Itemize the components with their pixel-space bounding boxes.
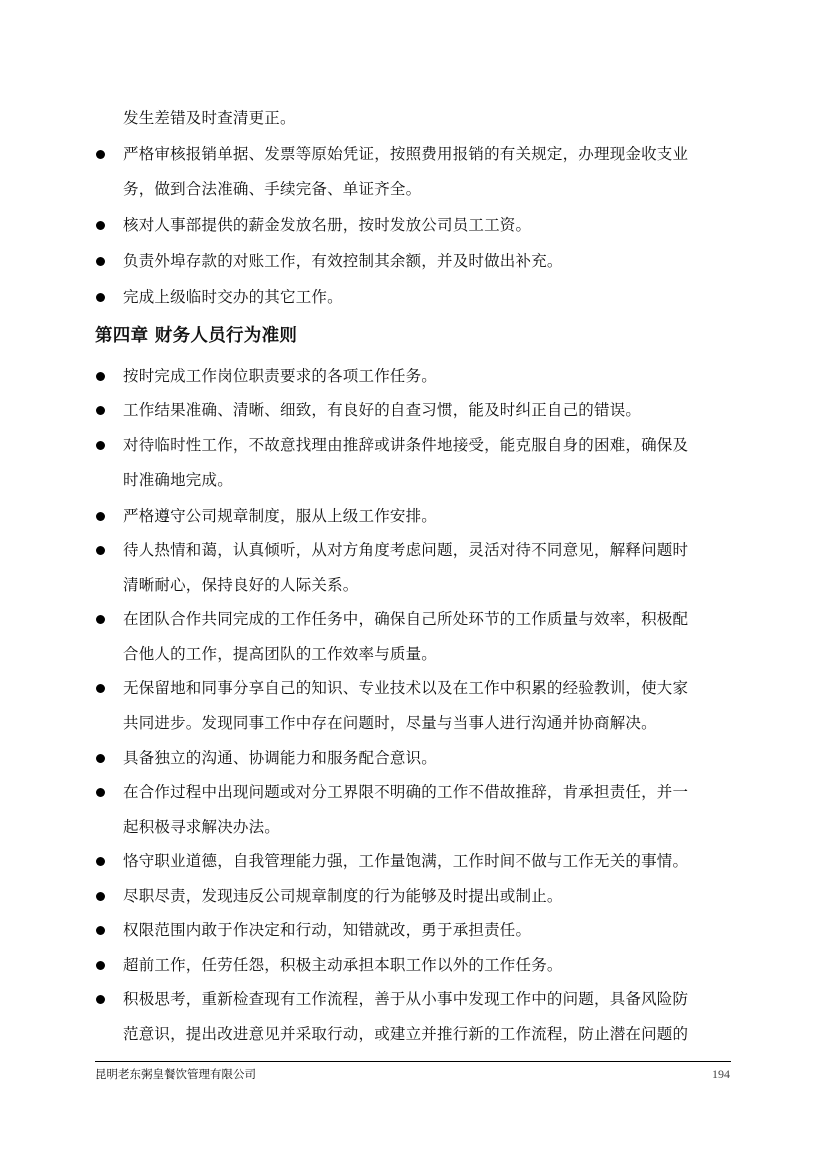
- list-item-line: 清晰耐心，保持良好的人际关系。: [123, 576, 359, 594]
- list-item-line: 合他人的工作，提高团队的工作效率与质量。: [123, 645, 438, 663]
- bullet-dot: [96, 293, 105, 302]
- list-item-line: 范意识，提出改进意见并采取行动，或建立并推行新的工作流程，防止潜在问题的: [123, 1025, 689, 1043]
- list-item-line: 权限范围内敢于作决定和行动，知错就改，勇于承担责任。: [123, 921, 532, 939]
- list-item-line: 按时完成工作岗位职责要求的各项工作任务。: [123, 367, 438, 385]
- bullet-dot: [96, 615, 105, 624]
- list-item-line: 对待临时性工作，不故意找理由推辞或讲条件地接受，能克服自身的困难，确保及: [123, 436, 689, 454]
- list-item-line: 工作结果准确、清晰、细致，有良好的自查习惯，能及时纠正自己的错误。: [123, 401, 642, 419]
- list-item-line: 负责外埠存款的对账工作，有效控制其余额，并及时做出补充。: [123, 252, 563, 270]
- bullet-dot: [96, 754, 105, 763]
- bullet-dot: [96, 684, 105, 693]
- bullet-dot: [96, 857, 105, 866]
- list-item-line: 严格审核报销单据、发票等原始凭证，按照费用报销的有关规定，办理现金收支业: [123, 145, 689, 163]
- bullet-dot: [96, 372, 105, 381]
- list-item-line: 待人热情和蔼，认真倾听，从对方角度考虑问题，灵活对待不同意见，解释问题时: [123, 541, 689, 559]
- continuation-line: 发生差错及时查清更正。: [123, 109, 296, 127]
- bullet-dot: [96, 892, 105, 901]
- footer-company-name: 昆明老东粥皇餐饮管理有限公司: [95, 1067, 256, 1081]
- list-item-line: 起积极寻求解决办法。: [123, 818, 281, 836]
- bullet-dot: [96, 926, 105, 935]
- list-item-line: 恪守职业道德，自我管理能力强，工作量饱满，工作时间不做与工作无关的事情。: [123, 852, 689, 870]
- footer-divider: [95, 1061, 731, 1062]
- list-item-line: 时准确地完成。: [123, 471, 233, 489]
- bullet-dot: [96, 150, 105, 159]
- bullet-dot: [96, 788, 105, 797]
- bullet-dot: [96, 441, 105, 450]
- bullet-dot: [96, 512, 105, 521]
- list-item-line: 共同进步。发现同事工作中存在问题时，尽量与当事人进行沟通并协商解决。: [123, 714, 657, 732]
- bullet-dot: [96, 546, 105, 555]
- list-item-line: 积极思考，重新检查现有工作流程，善于从小事中发现工作中的问题，具备风险防: [123, 990, 689, 1008]
- list-item-line: 严格遵守公司规章制度，服从上级工作安排。: [123, 507, 438, 525]
- page-number: 194: [712, 1067, 730, 1081]
- list-item-line: 在团队合作共同完成的工作任务中，确保自己所处环节的工作质量与效率，积极配: [123, 610, 689, 628]
- list-item-line: 核对人事部提供的薪金发放名册，按时发放公司员工工资。: [123, 216, 532, 234]
- bullet-dot: [96, 257, 105, 266]
- list-item-line: 务，做到合法准确、手续完备、单证齐全。: [123, 180, 422, 198]
- bullet-dot: [96, 961, 105, 970]
- list-item-line: 在合作过程中出现问题或对分工界限不明确的工作不借故推辞，肯承担责任，并一: [123, 783, 689, 801]
- list-item-line: 完成上级临时交办的其它工作。: [123, 288, 343, 306]
- bullet-dot: [96, 995, 105, 1004]
- list-item-line: 尽职尽责，发现违反公司规章制度的行为能够及时提出或制止。: [123, 887, 563, 905]
- list-item-line: 具备独立的沟通、协调能力和服务配合意识。: [123, 749, 438, 767]
- list-item-line: 无保留地和同事分享自己的知识、专业技术以及在工作中积累的经验教训，使大家: [123, 679, 689, 697]
- bullet-dot: [96, 221, 105, 230]
- chapter-heading: 第四章 财务人员行为准则: [95, 326, 298, 346]
- list-item-line: 超前工作，任劳任怨，积极主动承担本职工作以外的工作任务。: [123, 956, 563, 974]
- bullet-dot: [96, 406, 105, 415]
